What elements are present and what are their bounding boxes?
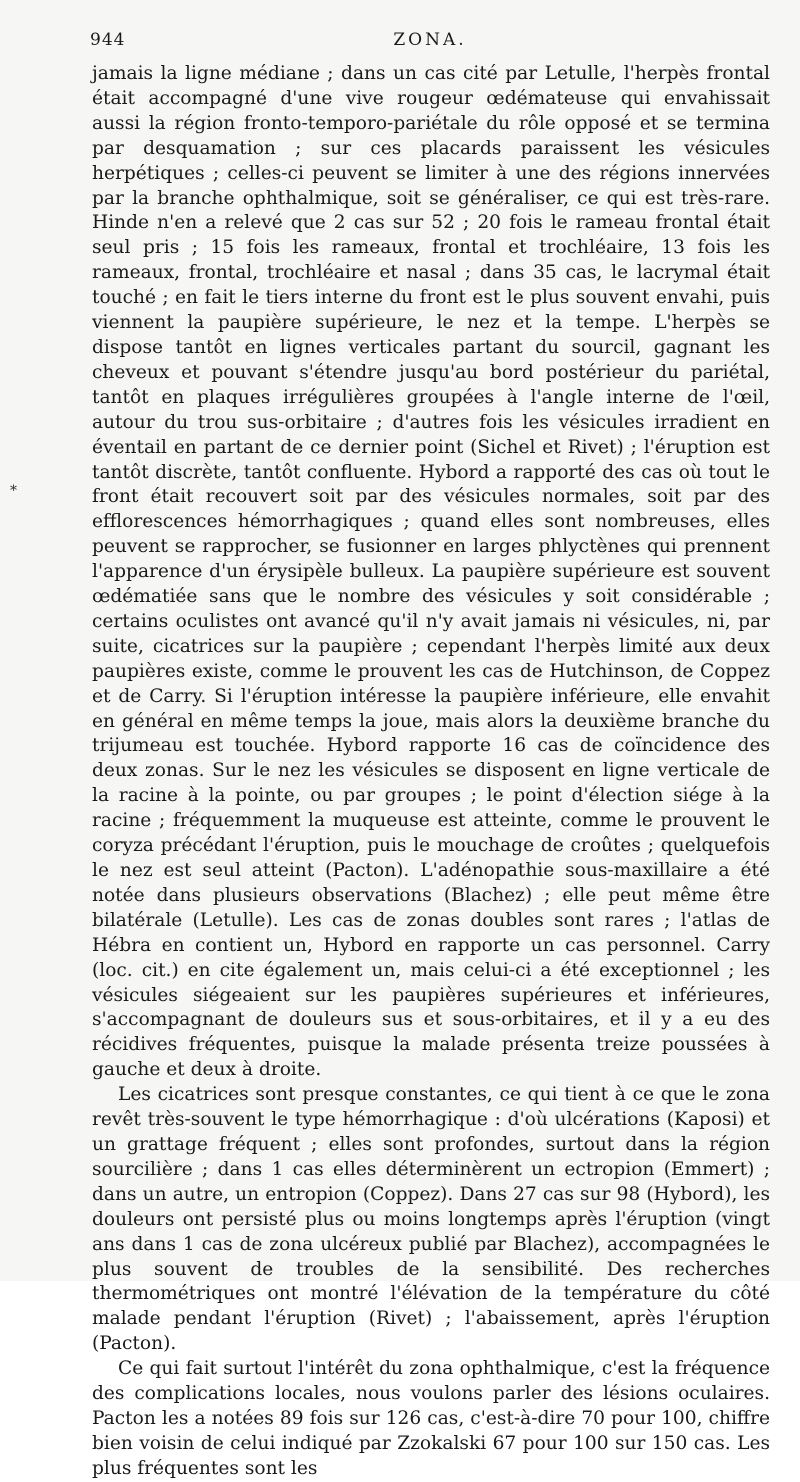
running-head <box>90 30 770 54</box>
margin-asterisk: * <box>10 483 17 499</box>
body-text <box>92 62 770 1482</box>
paragraph-complications: Ce qui fait surtout l'intérêt du zona ophthalmique, c'est la fréquence des complications locales, nous voulons parler des lésions oculaires. Pacton les a notées 89 fois sur 126 cas, c'est-à-dire 70 pour 100, chiffre bien voisin de celui indiqué par Zzokalski 67 pour 100 sur 150 cas. Les plus fréquentes sont les <box>92 1358 770 1479</box>
running-title: ZONA. <box>393 30 467 50</box>
paragraph-cicatrices: Les cicatrices sont presque constantes, ce qui tient à ce que le zona revêt très-souvent le type hémorrhagique : d'où ulcérations (Kaposi) et un grattage fréquent ; elles sont profondes, surtout dans la région sourcilière ; dans 1 cas elles déterminèrent un ectropion (Emmert) ; dans un autre, un entropion (Coppez). Dans 27 cas sur 98 (Hybord), les douleurs ont persisté plus ou moins longtemps après l'éruption (vingt ans dans 1 cas de zona ulcéreux publié par Blachez), accompagnées le plus souvent de troubles de la sensibilité. Des recherches thermométriques ont montré l'élévation de la température du côté malade pendant l'éruption (Rivet) ; l'abaissement, après l'éruption (Pacton). <box>92 1084 770 1355</box>
page-number: 944 <box>90 30 126 50</box>
paragraph-continued: jamais la ligne médiane ; dans un cas cité par Letulle, l'herpès frontal était accompagné d'une vive rougeur œdémateuse qui envahissait aussi la région fronto-temporo-pariétale du rôle opposé et se termina par desquamation ; sur ces placards paraissent les vésicules herpétiques ; celles-ci peuvent se limiter à une des régions innervées par la branche ophthalmique, soit se généraliser, ce qui est très-rare. Hinde n'en a relevé que 2 cas sur 52 ; 20 fois le rameau frontal était seul pris ; 15 fois les rameaux, frontal et trochléaire, 13 fois les rameaux, frontal, trochléaire et nasal ; dans 35 cas, le lacrymal était touché ; en fait le tiers interne du front est le plus souvent envahi, puis viennent la paupière supérieure, le nez et la tempe. L'herpès se dispose tantôt en lignes verticales partant du sourcil, gagnant les cheveux et pouvant s'étendre jusqu'au bord postérieur du pariétal, tantôt en plaques irrégulières groupées à l'angle interne de l'œil, autour du trou sus-orbitaire ; d'autres fois les vésicules irradient en éventail en partant de ce dernier point (Sichel et Rivet) ; l'éruption est tantôt discrète, tantôt confluente. Hybord a rapporté des cas où tout le front était recouvert soit par des vésicules normales, soit par des efflorescences hémorrhagiques ; quand elles sont nombreuses, elles peuvent se rapprocher, se fusionner en larges phlyctènes qui prennent l'apparence d'un érysipèle bulleux. La paupière supérieure est souvent œdématiée sans que le nombre des vésicules y soit considérable ; certains oculistes ont avancé qu'il n'y avait jamais ni vésicules, ni, par suite, cicatrices sur la paupière ; cependant l'herpès limité aux deux paupières existe, comme le prouvent les cas de Hutchinson, de Coppez et de Carry. Si l'éruption intéresse la paupière inférieure, elle envahit en général en même temps la joue, mais alors la deuxième branche du trijumeau est touchée. Hybord rapporte 16 cas de coïncidence des deux zonas. Sur le nez les vésicules se disposent en ligne verticale de la racine à la pointe, ou par groupes ; le point d'élection siége à la racine ; fréquemment la muqueuse est atteinte, comme le prouvent le coryza précédant l'éruption, puis le mouchage de croûtes ; quelquefois le nez est seul atteint (Pacton). L'adénopathie sous-maxillaire a été notée dans plusieurs observations (Blachez) ; elle peut même être bilatérale (Letulle). Les cas de zonas doubles sont rares ; l'atlas de Hébra en contient un, Hybord en rapporte un cas personnel. Carry (loc. cit.) en cite également un, mais celui-ci a été exceptionnel ; les vésicules siégeaient sur les paupières supérieures et inférieures, s'accompagnant de douleurs sus et sous-orbitaires, et il y a eu des récidives fréquentes, puisque la malade présenta treize poussées à gauche et deux à droite. <box>92 63 770 1081</box>
